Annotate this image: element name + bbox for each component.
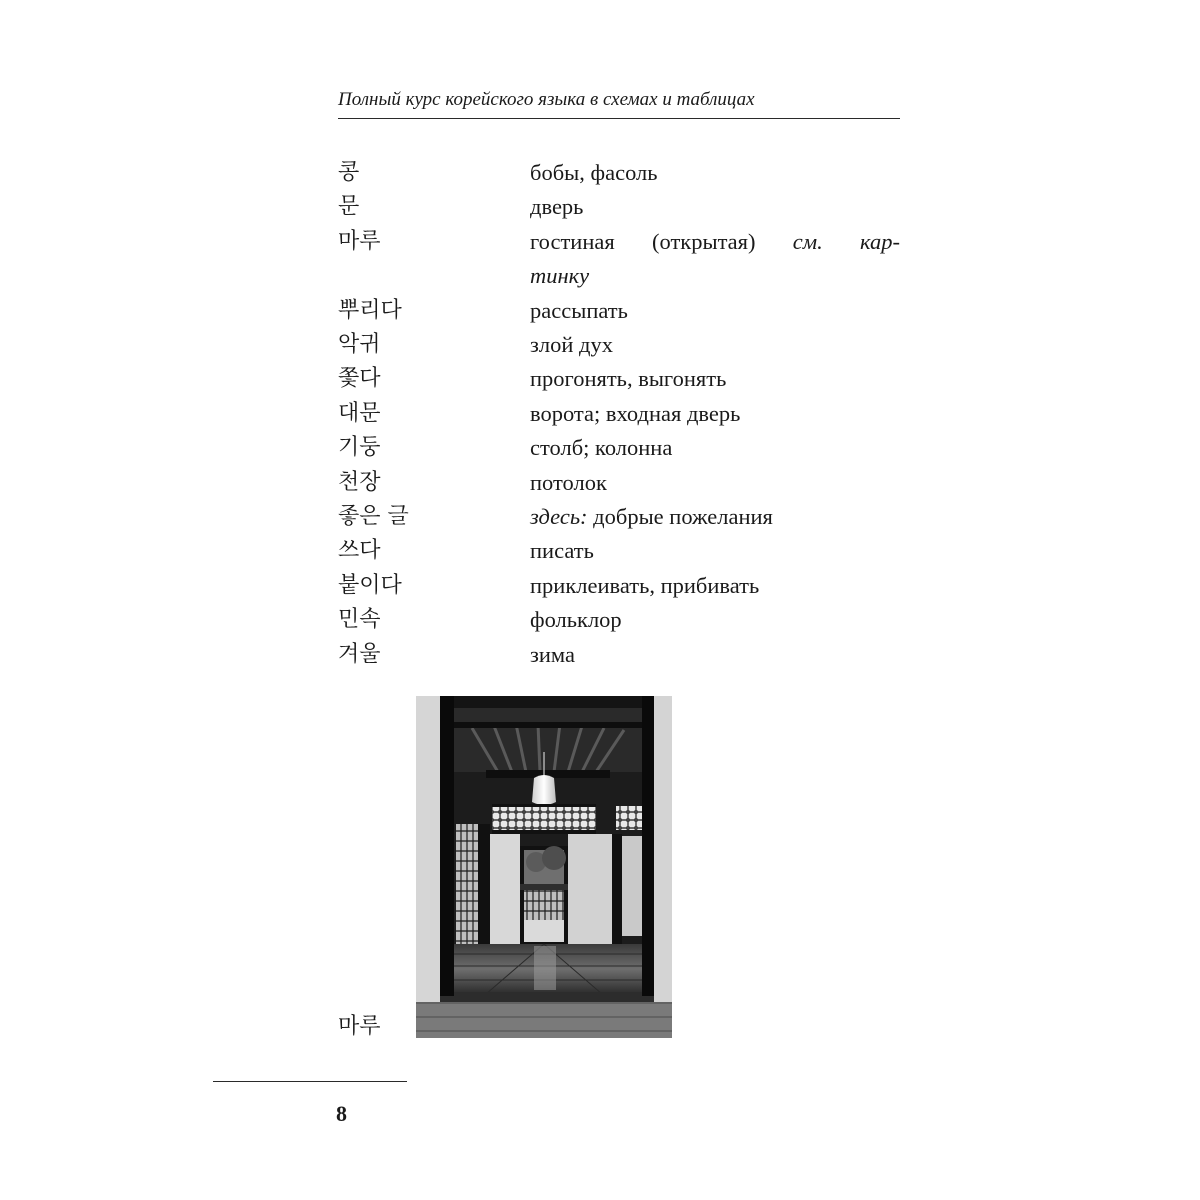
empty-korean-cell: [338, 259, 530, 293]
vocab-entry: [338, 603, 900, 637]
see-picture-note: см. кар-: [792, 228, 901, 254]
korean-word: 기둥: [338, 435, 381, 461]
vocabulary-list: [338, 156, 900, 672]
vocab-entry: [338, 294, 900, 328]
vocab-entry: [338, 190, 900, 224]
vocab-entry: [338, 431, 900, 465]
korean-word: 좋은 글: [338, 504, 409, 530]
russian-translation: ворота; входная дверь: [530, 400, 741, 426]
vocab-entry: [338, 362, 900, 396]
korean-word: 붙이다: [338, 572, 402, 598]
vocab-entry: [338, 225, 900, 259]
russian-translation: [530, 500, 900, 534]
russian-translation: зима: [530, 641, 575, 667]
russian-translation: столб; колонна: [530, 435, 673, 461]
russian-translation: писать: [530, 538, 594, 564]
vocab-entry-continuation: [338, 259, 900, 293]
russian-translation: злой дух: [530, 332, 613, 358]
running-head-title: Полный курс корейского языка в схемах и таблицах: [338, 89, 755, 110]
korean-word: 문: [338, 194, 360, 220]
vocab-entry: [338, 638, 900, 672]
vocab-entry: [338, 397, 900, 431]
russian-translation: дверь: [530, 194, 584, 220]
page-number: 8: [336, 1101, 347, 1126]
translation-text: гостиная (открытая): [530, 228, 756, 254]
maru-photo-illustration: [416, 696, 672, 1038]
russian-translation: [530, 259, 900, 293]
russian-translation: прогонять, выгонять: [530, 366, 727, 392]
korean-word: 마루: [338, 228, 381, 254]
korean-word: 대문: [338, 400, 381, 426]
korean-word: 쓰다: [338, 538, 381, 564]
russian-translation: рассыпать: [530, 297, 628, 323]
korean-word: 뿌리다: [338, 297, 402, 323]
russian-translation: потолок: [530, 469, 607, 495]
figure-caption: 마루: [338, 1014, 381, 1039]
vocab-entry: [338, 569, 900, 603]
russian-translation: [530, 225, 900, 259]
russian-translation: приклеивать, прибивать: [530, 572, 760, 598]
vocab-entry: [338, 328, 900, 362]
vocab-entry: [338, 534, 900, 568]
korean-word: 민속: [338, 607, 381, 633]
context-note: здесь:: [530, 504, 588, 530]
korean-word: 천장: [338, 469, 381, 495]
maru-photo: [416, 696, 672, 1038]
see-picture-note-continued: тинку: [530, 263, 590, 289]
russian-translation: фольклор: [530, 607, 622, 633]
vocab-entry: [338, 466, 900, 500]
vocab-entry: [338, 156, 900, 190]
translation-text: добрые пожелания: [593, 504, 773, 530]
korean-word: 악귀: [338, 332, 381, 358]
korean-word: 쫓다: [338, 366, 381, 392]
vocab-entry: [338, 500, 900, 534]
russian-translation: бобы, фасоль: [530, 160, 658, 185]
korean-word: 콩: [338, 160, 360, 185]
korean-word: 겨울: [338, 641, 381, 667]
header-rule: [338, 118, 900, 119]
footer-rule: [213, 1081, 407, 1082]
